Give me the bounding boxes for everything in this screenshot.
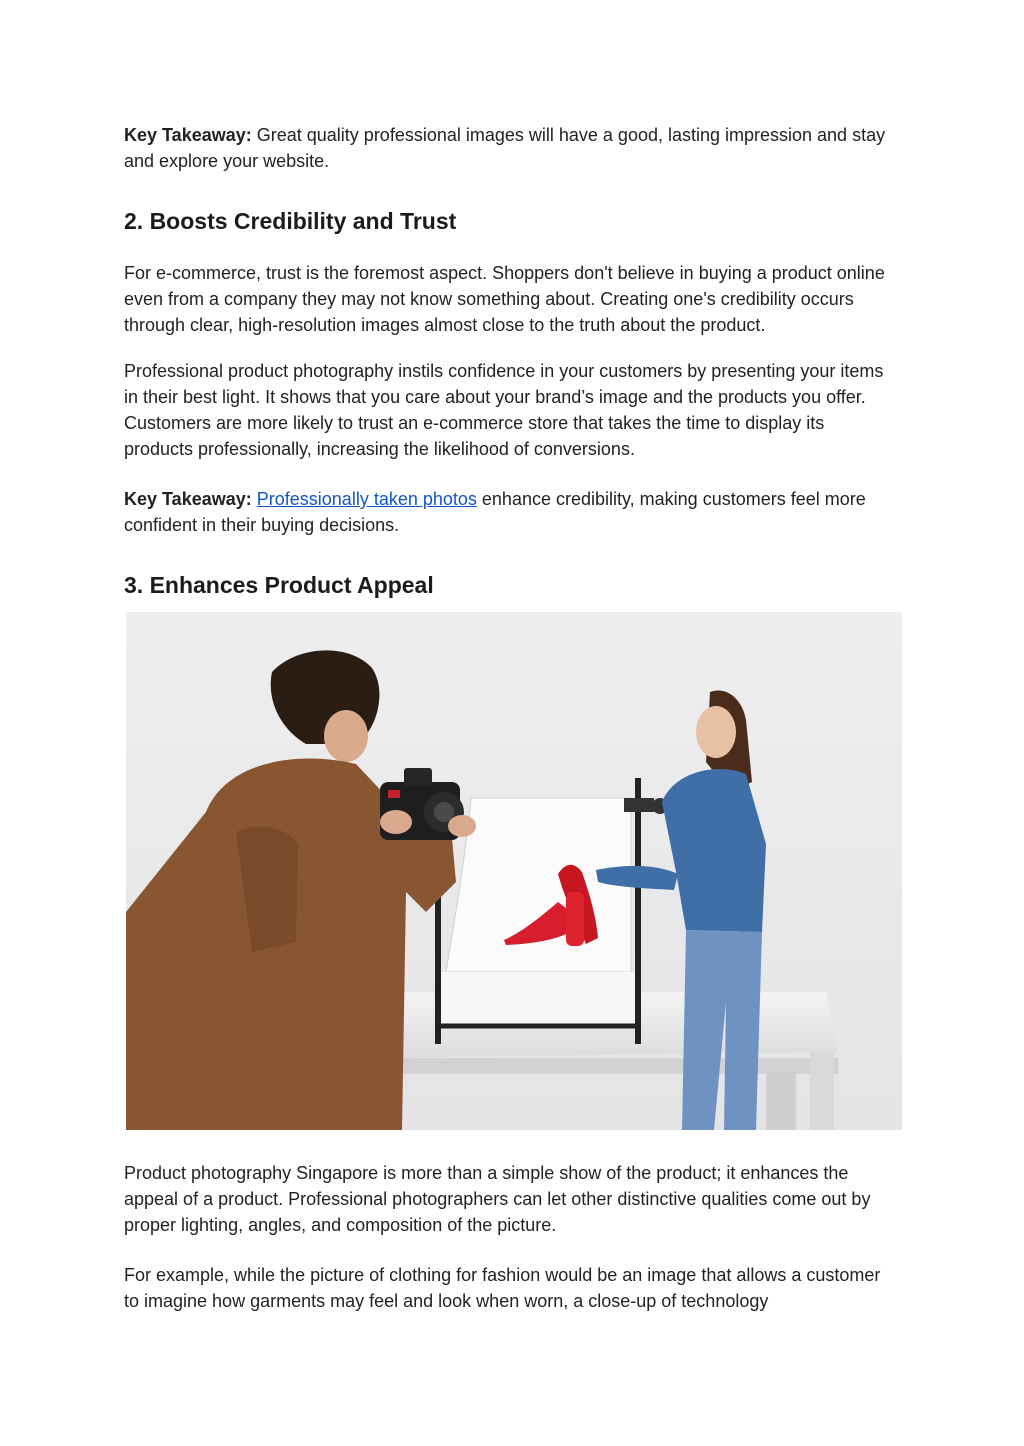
section-2-paragraph-2: Professional product photography instils confidence in your customers by presenting your items in their best light. It shows that you care about your brand’s image and the products you offer. Customers are more likely to trust an e-commerce store that takes the time to display its products professionally, increasing the likelihood of conversions. xyxy=(124,361,884,459)
key-takeaway-label: Key Takeaway: xyxy=(124,125,252,145)
key-takeaway-2 xyxy=(124,486,904,538)
section-2-paragraph-1: For e-commerce, trust is the foremost aspect. Shoppers don't believe in buying a product online even from a company they may not know something about. Creating one's credibility occurs through clear, high-resolution images almost close to the truth about the product. xyxy=(124,263,885,335)
photo-illustration xyxy=(126,612,902,1130)
professional-photos-link[interactable]: Professionally taken photos xyxy=(256,489,477,509)
section-3-paragraph-2: For example, while the picture of clothing for fashion would be an image that allows a customer to imagine how garments may feel and look when worn, a close-up of technology xyxy=(124,1265,881,1311)
section-2-heading: 2. Boosts Credibility and Trust xyxy=(124,208,457,234)
key-takeaway-label: Key Takeaway: xyxy=(124,489,252,509)
key-takeaway-1 xyxy=(124,122,894,174)
key-takeaway-text: Great quality professional images will have a good, lasting impression and stay and explore your website. xyxy=(124,125,886,171)
section-3-paragraph-1: Product photography Singapore is more than a simple show of the product; it enhances the appeal of a product. Professional photographers can let other distinctive qualities come out by proper lighting, angles, and composition of the picture. xyxy=(124,1163,871,1235)
key-takeaway-text: enhance credibility, making customers feel more confident in their buying decisions. xyxy=(124,489,866,535)
product-photography-image xyxy=(126,612,902,1130)
section-3-heading: 3. Enhances Product Appeal xyxy=(124,572,434,598)
